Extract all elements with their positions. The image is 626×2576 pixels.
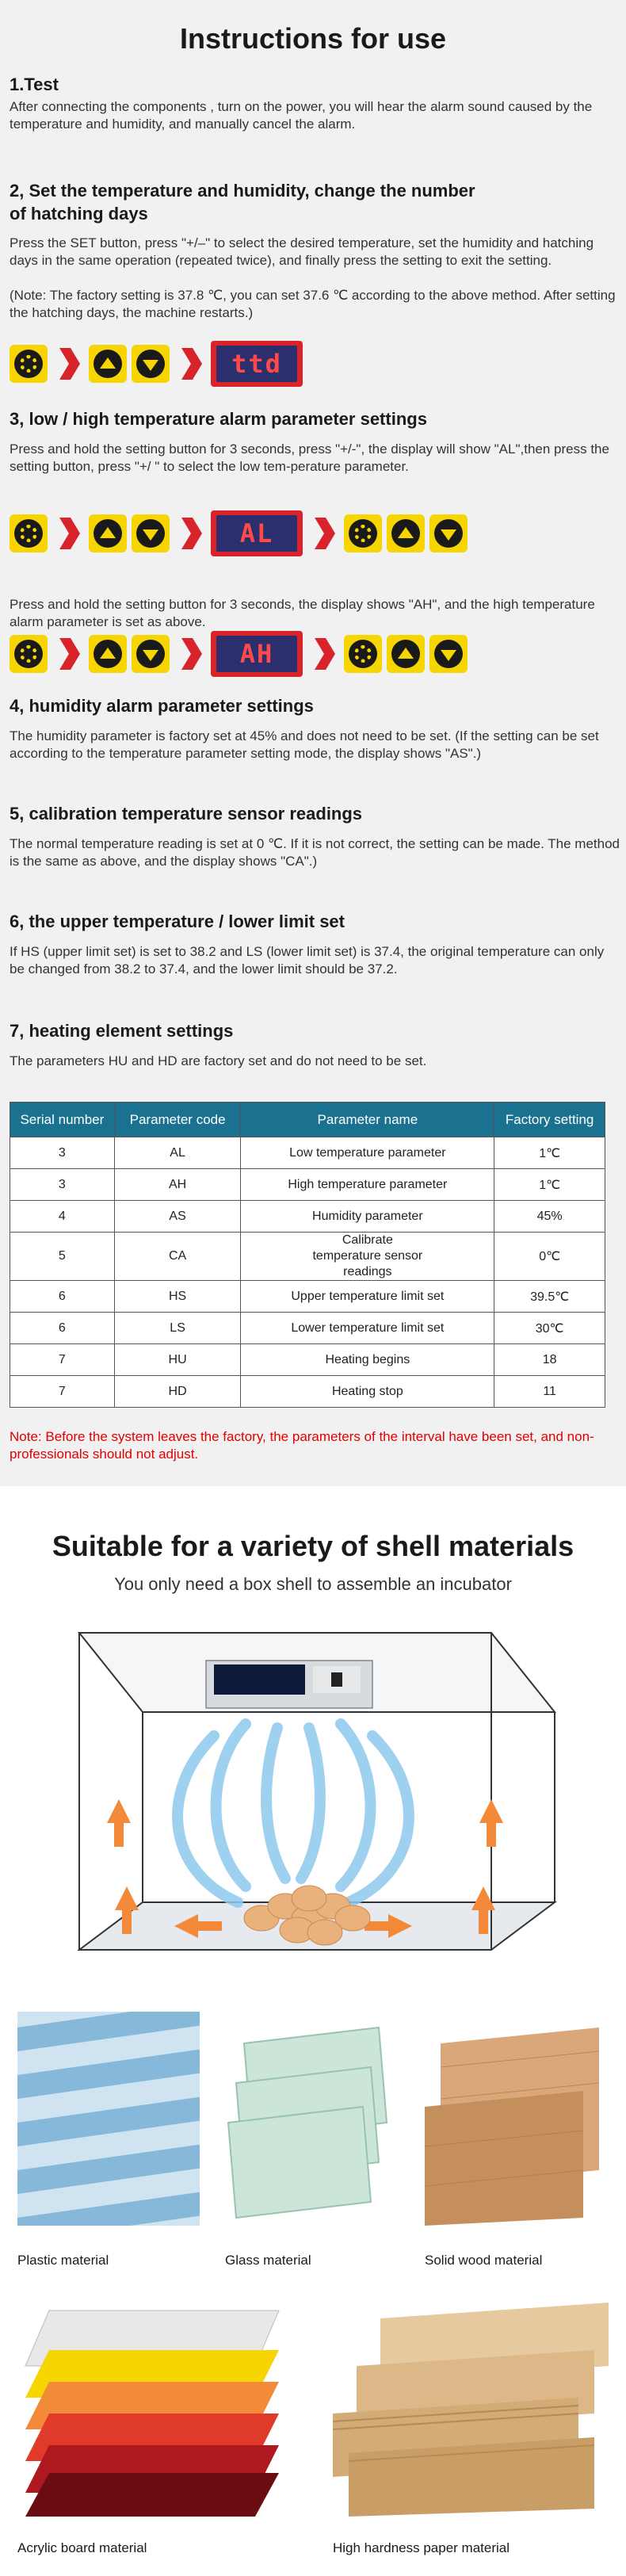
table-cell: 7 — [10, 1344, 115, 1376]
table-cell: Upper temperature limit set — [241, 1281, 494, 1313]
column-header: Parameter code — [114, 1103, 241, 1137]
up-arrow-button-icon — [387, 635, 425, 673]
table-row — [10, 1201, 605, 1233]
table-cell: 45% — [494, 1201, 605, 1233]
table-cell: Heating begins — [241, 1344, 494, 1376]
chevron-right-icon — [52, 635, 84, 673]
chevron-right-icon — [174, 635, 206, 673]
set-gear-button-icon — [10, 514, 48, 552]
chevron-right-icon — [52, 345, 84, 383]
table-cell: 11 — [494, 1376, 605, 1408]
chevron-right-icon — [52, 514, 84, 552]
column-header: Factory setting — [494, 1103, 605, 1137]
table-cell: 1℃ — [494, 1137, 605, 1169]
down-arrow-button-icon — [429, 635, 468, 673]
section-2-body: Press the SET button, press "+/–" to select the desired temperature, set the humidity and hatching days in the same operation (repeated twice), and finally press the setting to exit the setting. — [10, 235, 594, 268]
set-gear-button-icon — [344, 514, 382, 552]
chevron-right-icon — [174, 345, 206, 383]
glass-material-image — [220, 2012, 403, 2226]
column-header: Parameter name — [241, 1103, 494, 1137]
section-5-heading: 5, calibration temperature sensor readings — [10, 804, 363, 824]
table-cell: HD — [114, 1376, 241, 1408]
controller-panel — [206, 1661, 372, 1708]
section-2-note: (Note: The factory setting is 37.8 ℃, you can set 37.6 ℃ according to the above method. After setting the hatching days, the machine restarts.) — [10, 288, 616, 320]
section-2-heading-line2: of hatching days — [10, 204, 148, 224]
table-cell: High temperature parameter — [241, 1169, 494, 1201]
table-cell: Low temperature parameter — [241, 1137, 494, 1169]
factory-note: Note: Before the system leaves the factory, the parameters of the interval have been set, and non-professionals should not adjust. — [10, 1429, 594, 1462]
section-3-body-1: Press and hold the setting button for 3 seconds, press "+/-", the display will show "AL",then press the setting button, press "+/ " to select the low tem-perature parameter. — [10, 441, 609, 474]
table-cell: 7 — [10, 1376, 115, 1408]
down-arrow-button-icon — [132, 514, 170, 552]
parameter-table — [10, 1102, 605, 1408]
up-arrow-button-icon — [89, 635, 127, 673]
paper-material-image — [333, 2303, 609, 2517]
incubator-box-illustration — [48, 1585, 578, 1989]
section-2-heading-line1: 2, Set the temperature and humidity, change the number — [10, 181, 475, 201]
section-1-heading: 1.Test — [10, 75, 59, 94]
section-3-body-2: Press and hold the setting button for 3 seconds, the display shows "AH", and the high temperature alarm parameter is set as above. — [10, 597, 595, 629]
table-cell: 5 — [10, 1233, 115, 1281]
down-arrow-button-icon — [429, 514, 468, 552]
section-6-body: If HS (upper limit set) is set to 38.2 and LS (lower limit set) is 37.4, the original temperature can only be changed from 38.2 to 37.4, and the lower limit should be 37.2. — [10, 944, 605, 977]
led-display: AL — [211, 510, 303, 556]
suitable-title: Suitable for a variety of shell materials — [52, 1530, 574, 1562]
table-cell: LS — [114, 1313, 241, 1344]
section-7-body: The parameters HU and HD are factory set and do not need to be set. — [10, 1053, 427, 1068]
wood-material-caption: Solid wood material — [425, 2253, 543, 2268]
chevron-right-icon — [307, 514, 339, 552]
plastic-material-image — [17, 2012, 200, 2226]
table-cell: HU — [114, 1344, 241, 1376]
paper-material-caption: High hardness paper material — [333, 2540, 510, 2555]
table-cell: 6 — [10, 1313, 115, 1344]
table-cell: 30℃ — [494, 1313, 605, 1344]
section-6-heading: 6, the upper temperature / lower limit set — [10, 912, 345, 931]
led-display: ttd — [211, 341, 303, 387]
table-cell: 4 — [10, 1201, 115, 1233]
table-header-row — [10, 1103, 605, 1137]
wood-material-image — [425, 2012, 610, 2226]
table-row — [10, 1313, 605, 1344]
table-cell: 6 — [10, 1281, 115, 1313]
acrylic-material-image — [17, 2303, 292, 2517]
section-1-body: After connecting the components , turn on the power, you will hear the alarm sound caused by the temperature and humidity, and manually cancel the alarm. — [10, 99, 593, 132]
section-5-body: The normal temperature reading is set at 0 ℃. If it is not correct, the setting can be made. The method is the same as above, and the display shows "CA".) — [10, 836, 620, 869]
section-3-heading: 3, low / high temperature alarm parameter settings — [10, 409, 427, 429]
table-cell: AS — [114, 1201, 241, 1233]
table-cell: 3 — [10, 1137, 115, 1169]
page-title: Instructions for use — [179, 22, 447, 55]
table-row — [10, 1137, 605, 1169]
acrylic-material-caption: Acrylic board material — [17, 2540, 147, 2555]
table-row — [10, 1233, 605, 1281]
table-row — [10, 1169, 605, 1201]
glass-material-caption: Glass material — [225, 2253, 311, 2268]
table-cell: HS — [114, 1281, 241, 1313]
section-3-sequence-2 — [10, 631, 472, 677]
table-cell: 3 — [10, 1169, 115, 1201]
down-arrow-button-icon — [132, 635, 170, 673]
table-cell: Lower temperature limit set — [241, 1313, 494, 1344]
table-cell: 39.5℃ — [494, 1281, 605, 1313]
airflow-arrows — [177, 1724, 409, 1902]
chevron-right-icon — [174, 514, 206, 552]
column-header: Serial number — [10, 1103, 115, 1137]
up-arrow-button-icon — [89, 514, 127, 552]
table-row — [10, 1344, 605, 1376]
table-cell: Calibrate temperature sensor readings — [241, 1233, 494, 1281]
plastic-material-caption: Plastic material — [17, 2253, 109, 2268]
table-cell: AH — [114, 1169, 241, 1201]
down-arrow-button-icon — [132, 345, 170, 383]
table-cell: 1℃ — [494, 1169, 605, 1201]
section-7-heading: 7, heating element settings — [10, 1021, 234, 1041]
suitable-subtitle: You only need a box shell to assemble an incubator — [114, 1574, 512, 1594]
section-3-sequence-1 — [10, 510, 472, 556]
set-gear-button-icon — [10, 345, 48, 383]
set-gear-button-icon — [10, 635, 48, 673]
table-cell: Humidity parameter — [241, 1201, 494, 1233]
up-arrow-button-icon — [387, 514, 425, 552]
section-4-heading: 4, humidity alarm parameter settings — [10, 696, 314, 716]
table-row — [10, 1376, 605, 1408]
table-cell: 18 — [494, 1344, 605, 1376]
table-cell: Heating stop — [241, 1376, 494, 1408]
chevron-right-icon — [307, 635, 339, 673]
set-gear-button-icon — [344, 635, 382, 673]
table-cell: CA — [114, 1233, 241, 1281]
section-2-button-sequence — [10, 341, 307, 387]
table-cell: AL — [114, 1137, 241, 1169]
section-4-body: The humidity parameter is factory set at 45% and does not need to be set. (If the setting can be set according to the temperature parameter setting mode, the display shows "AS".) — [10, 728, 599, 761]
led-display: AH — [211, 631, 303, 677]
table-row — [10, 1281, 605, 1313]
table-cell: 0℃ — [494, 1233, 605, 1281]
up-arrow-button-icon — [89, 345, 127, 383]
